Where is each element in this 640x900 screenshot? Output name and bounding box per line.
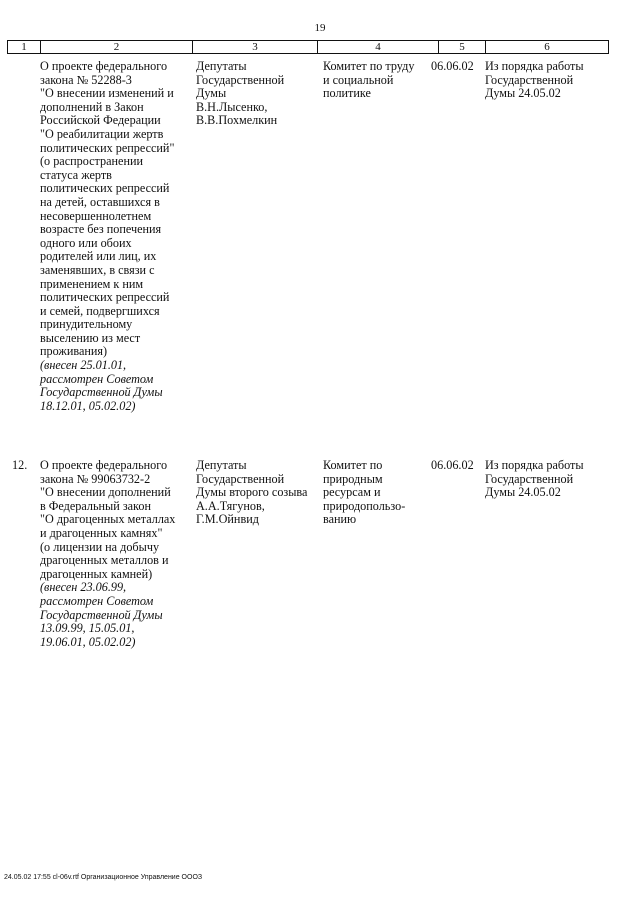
text-line: О проекте федерального [40, 458, 168, 472]
text-line: драгоценных камней) [40, 566, 153, 581]
text-line: и социальной [323, 72, 394, 87]
text-line: Г.М.Ойнвид [196, 512, 259, 527]
text-line: "О реабилитации жертв [40, 126, 164, 141]
text-line: драгоценных металлов и [40, 553, 169, 568]
text-line: природным [323, 471, 383, 486]
text-line: Думы [196, 86, 227, 101]
text-line: политике [323, 86, 371, 101]
text-line: проживания) [40, 344, 108, 359]
text-line: Государственной [485, 72, 574, 87]
text-line: Из порядка работы [485, 458, 584, 472]
text-line: Государственной Думы [40, 607, 163, 622]
text-line: принудительному [40, 317, 133, 332]
text-line: 18.12.01, 05.02.02) [40, 398, 136, 413]
text-line: Комитет по труду [323, 59, 415, 73]
text-line: одного или обоих [40, 235, 132, 250]
note-cell [485, 60, 584, 101]
text-line: 19.06.01, 05.02.02) [40, 634, 136, 649]
committee-cell [323, 60, 414, 101]
text-line: политических репрессий [40, 290, 170, 305]
text-line: Депутаты [196, 59, 247, 73]
text-line: возрасте без попечения [40, 222, 162, 237]
text-line: О проекте федерального [40, 59, 168, 73]
text-line: Государственной [196, 471, 285, 486]
page-number: 19 [314, 22, 326, 34]
column-header: 4 [318, 41, 439, 53]
text-line: ресурсам и [323, 485, 381, 500]
text-line: и драгоценных камнях" [40, 525, 163, 540]
text-line: Думы 24.05.02 [485, 86, 561, 101]
text-line: (внесен 23.06.99, [40, 580, 127, 595]
authors-cell [196, 60, 284, 128]
text-line: Думы 24.05.02 [485, 485, 561, 500]
text-line: заменявших, в связи с [40, 262, 155, 277]
text-line: несовершеннолетнем [40, 208, 152, 223]
text-line: применением к ним [40, 276, 144, 291]
text-line: закона № 99063732-2 [40, 471, 151, 486]
text-line: природопользо- [323, 498, 406, 513]
bill-title-cell [40, 459, 175, 649]
text-line: рассмотрен Советом [40, 371, 154, 386]
text-line: ванию [323, 512, 357, 527]
text-line: и семей, подвергшихся [40, 303, 160, 318]
table-header [7, 40, 609, 54]
bill-title [40, 60, 174, 359]
text-line: (внесен 25.01.01, [40, 358, 127, 373]
column-header: 5 [439, 41, 486, 53]
row-number: 12. [12, 458, 28, 472]
text-line: Депутаты [196, 458, 247, 472]
text-line: Государственной [485, 471, 574, 486]
text-line: статуса жертв [40, 167, 112, 182]
text-line: Государственной Думы [40, 385, 163, 400]
text-line: на детей, оставшихся в [40, 194, 160, 209]
column-header: 1 [8, 41, 41, 53]
text-line: Комитет по [323, 458, 383, 472]
bill-title [40, 459, 175, 581]
column-header: 6 [544, 41, 550, 53]
text-line: выселению из мест [40, 330, 141, 345]
column-header: 3 [193, 41, 318, 53]
text-line: 13.09.99, 15.05.01, [40, 621, 135, 636]
bill-history [40, 359, 174, 413]
committee-cell [323, 459, 405, 527]
text-line: (о лицензии на добычу [40, 539, 160, 554]
text-line: "О внесении изменений и [40, 86, 174, 101]
text-line: Государственной [196, 72, 285, 87]
bill-history [40, 581, 175, 649]
text-line: родителей или лиц, их [40, 249, 157, 264]
note-cell [485, 459, 584, 500]
date-cell: 06.06.02 [431, 59, 474, 73]
text-line: "О внесении дополнений [40, 485, 171, 500]
text-line: (о распространении [40, 154, 144, 169]
text-line: политических репрессий" [40, 140, 175, 155]
column-header: 2 [41, 41, 193, 53]
text-line: рассмотрен Советом [40, 593, 154, 608]
text-line: Российской Федерации [40, 113, 161, 128]
text-line: политических репрессий [40, 181, 170, 196]
text-line: в Федеральный закон [40, 498, 151, 513]
text-line: Из порядка работы [485, 59, 584, 73]
text-line: А.А.Тягунов, [196, 498, 265, 513]
text-line: Думы второго созыва [196, 485, 308, 500]
text-line: В.В.Похмелкин [196, 113, 278, 128]
text-line: закона № 52288-3 [40, 72, 132, 87]
authors-cell [196, 459, 307, 527]
text-line: "О драгоценных металлах [40, 512, 176, 527]
text-line: дополнений в Закон [40, 99, 144, 114]
footer-meta: 24.05.02 17:55 cl-06v.rtf Организационное Управление ОООЗ [4, 874, 203, 881]
date-cell: 06.06.02 [431, 458, 474, 472]
text-line: В.Н.Лысенко, [196, 99, 268, 114]
bill-title-cell [40, 60, 174, 413]
